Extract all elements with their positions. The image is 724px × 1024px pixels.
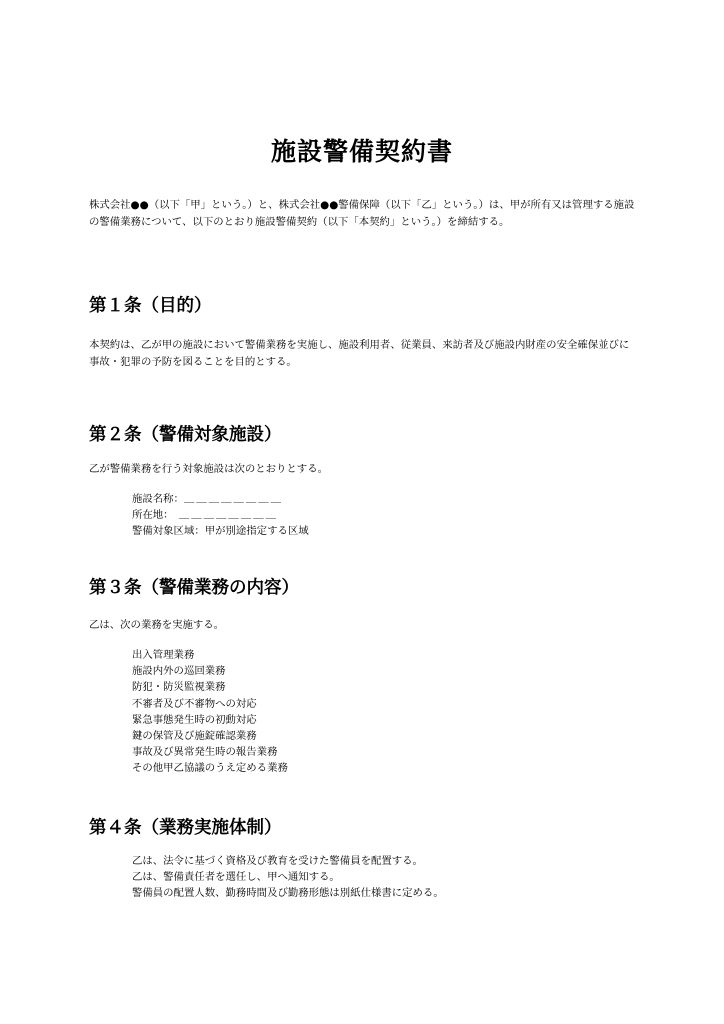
article-4-heading: 第４条（業務実施体制） [89,818,282,838]
article-2-facility-list [132,491,309,540]
article-3-duty-list [132,647,288,777]
article-2-body: 乙が警備業務を行う対象施設は次のとおりとする。 [89,463,328,475]
facility-address-value: ＿＿＿＿＿＿＿＿ [173,509,278,522]
facility-name-label: 施設名称： [132,493,184,505]
article-1-heading: 第１条（目的） [89,296,212,316]
list-item: 防犯・防災監視業務 [132,681,226,694]
facility-area-value: 甲が別途指定する区域 [204,525,309,538]
list-item: 乙は、法令に基づく資格及び教育を受けた警備員を配置する。 [132,855,423,867]
article-4-system-list [132,853,444,902]
list-item: 不審者及び不審物への対応 [132,697,257,710]
facility-address-label: 所在地： [132,509,174,522]
facility-name-value: ＿＿＿＿＿＿＿＿ [183,493,284,505]
list-item: 緊急事態発生時の初動対応 [132,713,257,726]
list-item: その他甲乙協議のうえ定める業務 [132,762,288,775]
article-3-heading: 第３条（警備業務の内容） [89,578,299,598]
preamble-text: 株式会社●●（以下「甲」という。）と、株式会社●●警備保障（以下「乙」という。）は、甲が所有又は管理する施設の警備業務について、以下のとおり施設警備契約（以下「本契約」という。）を締結する。 [89,199,635,228]
list-item: 乙は、警備責任者を選任し、甲へ通知する。 [132,871,340,884]
facility-area-label: 警備対象区域： [132,525,205,538]
facility-area-item [132,523,309,539]
article-2-heading: 第２条（警備対象施設） [89,425,282,445]
list-item: 事故及び異常発生時の報告業務 [132,746,278,759]
article-3-body: 乙は、次の業務を実施する。 [89,619,225,631]
list-item: 出入管理業務 [132,649,195,661]
facility-name-item [132,491,309,507]
facility-address-item [132,507,309,523]
list-item: 鍵の保管及び施錠確認業務 [132,730,257,743]
document-title: 施設警備契約書 [270,136,453,166]
article-1-body: 本契約は、乙が甲の施設において警備業務を実施し、施設利用者、従業員、来訪者及び施設内財産の安全確保並びに事故・犯罪の予防を図ることを目的とする。 [89,339,630,368]
list-item: 施設内外の巡回業務 [132,665,226,678]
list-item: 警備員の配置人数、勤務時間及び勤務形態は別紙仕様書に定める。 [132,887,444,900]
